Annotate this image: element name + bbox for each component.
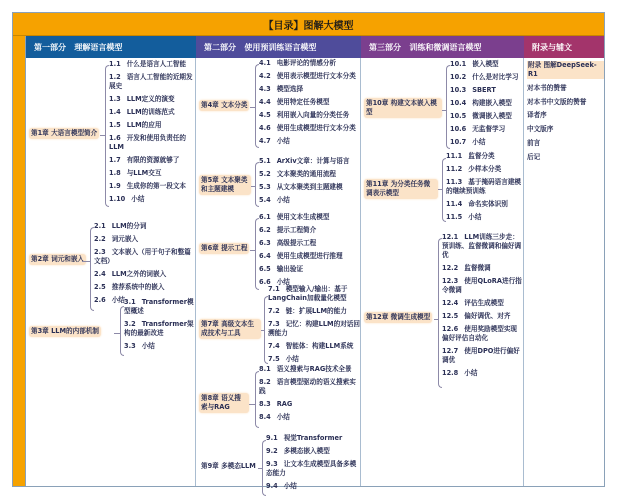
section-12-4[interactable]: 12.4 评估生成模型 (442, 299, 504, 307)
appendix-column (524, 58, 604, 486)
appendix-item-praise-cn[interactable]: 对本书中文版的赞誉 (527, 97, 587, 106)
section-8-3[interactable]: 8.3 RAG (259, 400, 293, 408)
section-2-4[interactable]: 2.4 LLM之外的词嵌入 (94, 270, 167, 278)
section-4-7[interactable]: 4.7 小结 (259, 137, 290, 145)
appendix-item-cn-preface[interactable]: 中文版序 (527, 125, 554, 134)
section-12-2[interactable]: 12.2 监督微调 (442, 264, 491, 272)
section-12-5[interactable]: 12.5 偏好调优、对齐 (442, 312, 511, 320)
section-1-2[interactable]: 1.2 语言人工智能的近期发展史 (109, 73, 193, 90)
section-1-7[interactable]: 1.7 有限的资源就够了 (109, 156, 180, 164)
section-2-2[interactable]: 2.2 词元嵌入 (94, 235, 139, 243)
section-4-2[interactable]: 4.2 使用表示模型进行文本分类 (259, 72, 356, 80)
section-10-4[interactable]: 10.4 构建嵌入模型 (450, 99, 512, 107)
section-1-8[interactable]: 1.8 与LLM交互 (109, 169, 162, 177)
part1-column (26, 58, 196, 486)
chapter-5[interactable] (199, 175, 251, 195)
section-12-3[interactable]: 12.3 使用QLoRA进行指令微调 (442, 277, 522, 294)
section-10-3[interactable]: 10.3 SBERT (450, 86, 496, 94)
appendix-item-foreword[interactable]: 前言 (527, 138, 541, 147)
chapter-4[interactable] (199, 100, 249, 111)
section-4-3[interactable]: 4.3 模型选择 (259, 85, 304, 93)
section-6-1[interactable]: 6.1 使用文本生成模型 (259, 213, 330, 221)
section-5-2[interactable]: 5.2 文本聚类的通用流程 (259, 170, 337, 178)
section-11-5[interactable]: 11.5 小结 (446, 213, 482, 221)
section-9-1[interactable]: 9.1 视觉Transformer (266, 434, 343, 442)
appendix-item-translator-preface[interactable]: 译者序 (527, 111, 547, 120)
section-1-10[interactable]: 1.10 小结 (109, 195, 145, 203)
section-12-7[interactable]: 12.7 使用DPO进行偏好调优 (442, 347, 520, 364)
chapter-7[interactable] (199, 319, 261, 339)
chapter-6[interactable] (199, 243, 249, 254)
section-8-2[interactable]: 8.2 语言模型驱动的语义搜索实践 (259, 378, 356, 395)
section-8-1[interactable]: 8.1 语义搜索与RAG技术全景 (259, 365, 352, 373)
section-4-6[interactable]: 4.6 使用生成模型进行文本分类 (259, 124, 356, 132)
section-7-1[interactable]: 7.1 模型输入/输出：基于LangChain加载量化模型 (268, 285, 348, 302)
section-12-6[interactable]: 12.6 使用奖励模型实现偏好评估自动化 (442, 325, 518, 342)
section-6-2[interactable]: 6.2 提示工程简介 (259, 226, 317, 234)
section-9-3[interactable]: 9.3 让文本生成模型具备多模态能力 (266, 460, 357, 477)
section-12-1[interactable]: 12.1 LLM训练三步走：预训练、监督微调和偏好调优 (442, 233, 522, 259)
section-7-5[interactable]: 7.5 小结 (268, 355, 299, 363)
section-2-5[interactable]: 2.5 推荐系统中的嵌入 (94, 283, 165, 291)
section-7-2[interactable]: 7.2 链：扩展LLM的能力 (268, 307, 347, 315)
chapter-2[interactable] (29, 254, 86, 265)
section-5-1[interactable]: 5.1 ArXiv文章：计算与语言 (259, 157, 350, 165)
chapter-12[interactable] (364, 312, 432, 323)
section-1-9[interactable]: 1.9 生成你的第一段文本 (109, 182, 187, 190)
section-10-7[interactable]: 10.7 小结 (450, 138, 486, 146)
section-2-1[interactable]: 2.1 LLM的分词 (94, 222, 147, 230)
appendix-item-afterword[interactable]: 后记 (527, 152, 541, 161)
chapter-label: 第7章 高级文本生成技术与工具 (199, 319, 261, 339)
section-6-3[interactable]: 6.3 高级提示工程 (259, 239, 317, 247)
section-3-1[interactable]: 3.1 Transformer模型概述 (124, 298, 194, 315)
chapter-label: 第1章 大语言模型简介 (31, 129, 98, 137)
appendix-header: 附录与辅文 (524, 36, 604, 58)
appendix-item-praise[interactable]: 对本书的赞誉 (527, 83, 567, 92)
section-10-1[interactable]: 10.1 嵌入模型 (450, 60, 499, 68)
section-5-3[interactable]: 5.3 从文本聚类到主题建模 (259, 183, 343, 191)
section-7-4[interactable]: 7.4 智能体：构建LLM系统 (268, 342, 354, 350)
chapter-11[interactable] (364, 179, 438, 199)
section-11-3[interactable]: 11.3 基于掩码语言建模的继续预训练 (446, 178, 522, 195)
section-4-5[interactable]: 4.5 利用嵌入向量的分类任务 (259, 111, 350, 119)
chapter-label: 第6章 提示工程 (201, 244, 248, 252)
chapter-label: 第3章 LLM的内部机制 (31, 327, 100, 335)
chapter-label: 第4章 文本分类 (201, 101, 248, 109)
section-8-4[interactable]: 8.4 小结 (259, 413, 290, 421)
toc-frame (12, 12, 605, 490)
chapter-9[interactable] (199, 461, 258, 472)
chapter-10[interactable] (364, 98, 442, 118)
page-title: 【目录】图解大模型 (13, 13, 604, 36)
section-11-1[interactable]: 11.1 监督分类 (446, 152, 495, 160)
chapter-label: 第8章 语义搜索与RAG (199, 393, 249, 413)
appendix-item-deepseek[interactable]: 附录 图解DeepSeek-R1 (527, 61, 604, 79)
section-6-6[interactable]: 6.6 小结 (259, 278, 290, 286)
section-7-3[interactable]: 7.3 记忆：构建LLM的对话回溯能力 (268, 320, 360, 337)
section-10-6[interactable]: 10.6 无监督学习 (450, 125, 506, 133)
chapter-8[interactable] (199, 393, 249, 413)
section-1-5[interactable]: 1.5 LLM的应用 (109, 121, 162, 129)
section-2-6[interactable]: 2.6 小结 (94, 296, 125, 304)
chapter-label: 第5章 文本聚类和主题建模 (199, 175, 251, 195)
part1-header: 第一部分 理解语言模型 (26, 36, 196, 58)
chapter-label: 第11章 为分类任务微调表示模型 (364, 179, 438, 199)
left-accent-strip (13, 36, 26, 486)
chapter-label: 第10章 构建文本嵌入模型 (364, 98, 442, 118)
chapter-1[interactable] (29, 128, 99, 139)
part2-column (196, 58, 361, 490)
chapter-label: 第2章 词元和嵌入 (31, 255, 85, 263)
section-9-2[interactable]: 9.2 多模态嵌入模型 (266, 447, 330, 455)
section-1-4[interactable]: 1.4 LLM的训练范式 (109, 108, 175, 116)
section-5-4[interactable]: 5.4 小结 (259, 196, 290, 204)
section-10-2[interactable]: 10.2 什么是对比学习 (450, 73, 519, 81)
section-10-5[interactable]: 10.5 微调嵌入模型 (450, 112, 512, 120)
section-3-3[interactable]: 3.3 小结 (124, 342, 155, 350)
section-12-8[interactable]: 12.8 小结 (442, 369, 478, 377)
section-1-6[interactable]: 1.6 开发和使用负责任的LLM (109, 134, 187, 151)
section-11-2[interactable]: 11.2 少样本分类 (446, 165, 502, 173)
chapter-label: 第9章 多模态LLM (201, 462, 256, 470)
section-1-3[interactable]: 1.3 LLM定义的演变 (109, 95, 175, 103)
chapter-3[interactable] (29, 326, 101, 337)
section-4-1[interactable]: 4.1 电影评论的情感分析 (259, 59, 337, 67)
chapter-label: 第12章 微调生成模型 (366, 313, 431, 321)
section-9-4[interactable]: 9.4 小结 (266, 482, 297, 490)
section-4-4[interactable]: 4.4 使用特定任务模型 (259, 98, 330, 106)
section-11-4[interactable]: 11.4 命名实体识别 (446, 200, 508, 208)
section-3-2[interactable]: 3.2 Transformer架构的最新改进 (124, 320, 194, 337)
part3-column (361, 58, 524, 486)
section-6-5[interactable]: 6.5 输出验证 (259, 265, 304, 273)
part2-header: 第二部分 使用预训练语言模型 (196, 36, 361, 58)
section-1-1[interactable]: 1.1 什么是语言人工智能 (109, 60, 187, 68)
part3-header: 第三部分 训练和微调语言模型 (361, 36, 524, 58)
section-6-4[interactable]: 6.4 使用生成模型进行推理 (259, 252, 343, 260)
section-2-3[interactable]: 2.3 文本嵌入（用于句子和整篇文档） (94, 248, 191, 265)
